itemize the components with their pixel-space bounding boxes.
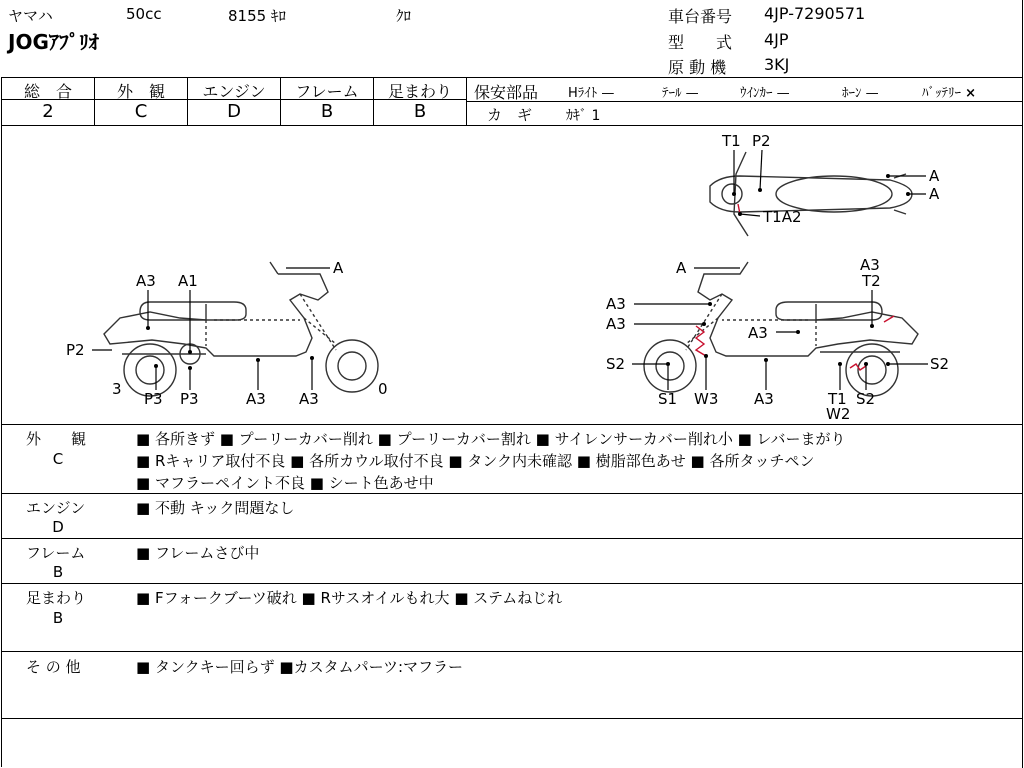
divider <box>1 651 1022 652</box>
damage-diagram <box>0 126 1022 424</box>
key-label: カ ギ <box>487 106 533 124</box>
remark-line: ■ 各所きず ■ プーリーカバー削れ ■ プーリーカバー割れ ■ サイレンサーカバー削れ小 ■ レバーまがり <box>136 430 846 448</box>
divider <box>1 538 1022 539</box>
remark-grade: B <box>52 609 64 627</box>
type-value: 4JP <box>764 30 789 49</box>
safety-item-tail: ﾃｰﾙ — <box>662 86 699 101</box>
leader-lines <box>92 150 928 390</box>
grade-label: 足まわり <box>387 82 452 101</box>
model-name: JOGｱﾌﾟﾘｵ <box>8 30 99 54</box>
divider <box>466 101 1022 102</box>
grade-value: D <box>227 101 241 122</box>
displacement: 50cc <box>126 5 162 23</box>
divider <box>1 424 1022 425</box>
label-p3: P3 <box>180 390 199 408</box>
label-t1: T1 <box>828 390 847 408</box>
label-s2: S2 <box>930 355 950 373</box>
mileage: 8155 ｷﾛ <box>228 7 286 25</box>
label-t1a2: T1A2 <box>763 208 802 226</box>
remark-line: ■ マフラーペイント不良 ■ シート色あせ中 <box>136 474 434 492</box>
grade-value: B <box>413 101 427 122</box>
label-a: A <box>929 167 940 185</box>
grade-label: フレーム <box>295 82 359 101</box>
key-value: ｶｷﾞ 1 <box>566 108 601 124</box>
remark-category: エンジン <box>26 499 86 517</box>
grade-value: C <box>134 101 148 122</box>
grade-value: 2 <box>42 101 54 122</box>
remark-line: ■ タンクキー回らず ■カスタムパーツ:マフラー <box>136 658 464 676</box>
label-t2: T2 <box>862 272 881 290</box>
remark-line: ■ Fフォークブーツ破れ ■ Rサスオイルもれ大 ■ ステムねじれ <box>136 589 563 607</box>
divider <box>1 493 1022 494</box>
color: ｸﾛ <box>396 7 412 25</box>
label-3: 3 <box>112 380 122 398</box>
safety-item-headlight: Hﾗｲﾄ — <box>568 86 615 101</box>
remark-line: ■ フレームさび中 <box>136 544 260 562</box>
engine-model-label: 原 動 機 <box>668 58 727 77</box>
label-a3: A3 <box>754 390 774 408</box>
type-label: 型 式 <box>668 33 733 52</box>
remark-category: そ の 他 <box>26 658 81 676</box>
engine-model-value: 3KJ <box>764 55 790 74</box>
label-p2: P2 <box>752 132 771 150</box>
label-t1: T1 <box>722 132 741 150</box>
label-s2: S2 <box>606 355 626 373</box>
label-w2: W2 <box>826 405 851 423</box>
remark-grade: C <box>52 450 64 468</box>
label-a3: A3 <box>606 295 626 313</box>
label-a3: A3 <box>246 390 266 408</box>
divider <box>1 77 1022 78</box>
divider <box>1022 0 1023 768</box>
label-s2: S2 <box>856 390 876 408</box>
frame-number: 4JP-7290571 <box>764 4 866 23</box>
label-w3: W3 <box>694 390 719 408</box>
remark-line: ■ Rキャリア取付不良 ■ 各所カウル取付不良 ■ タンク内未確認 ■ 樹脂部色あせ ■ 各所タッチペン <box>136 452 815 470</box>
label-a: A <box>333 259 344 277</box>
label-a3: A3 <box>136 272 156 290</box>
label-p3: P3 <box>144 390 163 408</box>
grade-label: エンジン <box>202 82 266 101</box>
remark-category: フレーム <box>26 544 86 562</box>
frame-number-label: 車台番号 <box>668 7 733 26</box>
remark-grade: B <box>52 563 64 581</box>
label-p2: P2 <box>66 341 85 359</box>
label-a3: A3 <box>299 390 319 408</box>
label-0: 0 <box>378 380 388 398</box>
scooter-top-view <box>710 152 912 236</box>
label-a3: A3 <box>606 315 626 333</box>
label-a: A <box>676 259 687 277</box>
label-a: A <box>929 185 940 203</box>
divider <box>466 77 467 125</box>
label-a3: A3 <box>860 256 880 274</box>
remark-category: 足まわり <box>26 589 87 607</box>
label-s1: S1 <box>658 390 678 408</box>
divider <box>1 583 1022 584</box>
remark-grade: D <box>52 518 64 536</box>
remark-category: 外 観 <box>26 430 87 448</box>
grade-value: B <box>320 101 334 122</box>
label-a3: A3 <box>748 324 768 342</box>
remark-line: ■ 不動 キック問題なし <box>136 499 295 517</box>
safety-item-winker: ｳｲﾝｶｰ — <box>740 86 790 101</box>
divider <box>1 718 1022 719</box>
grade-label: 総 合 <box>23 82 72 101</box>
grade-label: 外 観 <box>116 82 165 101</box>
marker-dots <box>146 174 910 370</box>
label-a1: A1 <box>178 272 198 290</box>
safety-parts-label: 保安部品 <box>474 83 539 102</box>
maker: ヤマハ <box>8 7 53 25</box>
safety-item-battery: ﾊﾞｯﾃﾘｰ × <box>922 86 977 101</box>
safety-item-horn: ﾎｰﾝ — <box>842 86 879 101</box>
